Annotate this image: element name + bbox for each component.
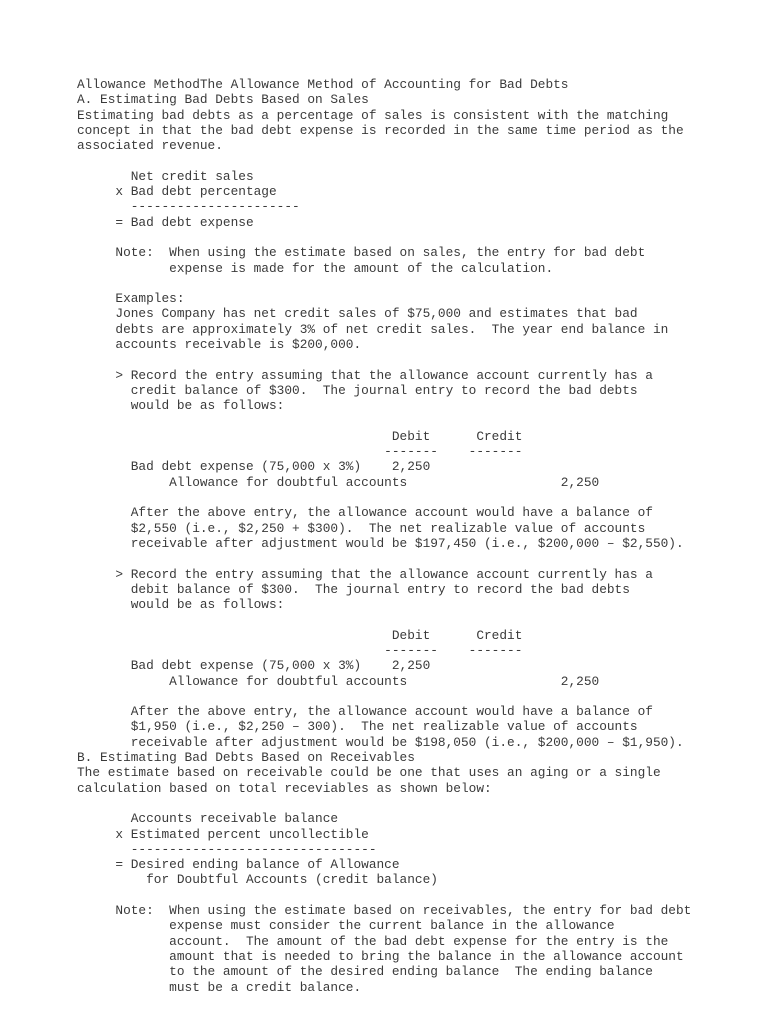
text-line: Note: When using the estimate based on sales, the entry for bad debt (77, 245, 646, 261)
text-line: ---------------------- (77, 199, 300, 215)
text-line (77, 551, 757, 566)
text-line: Note: When using the estimate based on receivables, the entry for bad debt (77, 903, 692, 919)
text-line: Accounts receivable balance (77, 811, 339, 827)
text-line: $1,950 (i.e., $2,250 – 300). The net realizable value of accounts (77, 719, 638, 735)
text-line: associated revenue. (77, 138, 223, 154)
text-line: After the above entry, the allowance account would have a balance of (77, 704, 653, 720)
text-line: > Record the entry assuming that the allowance account currently has a (77, 566, 653, 582)
text-line: account. The amount of the bad debt expense for the entry is the (77, 933, 669, 949)
text-line: Allowance MethodThe Allowance Method of Accounting for Bad Debts (77, 77, 569, 92)
text-line (77, 153, 757, 168)
text-line (77, 689, 757, 704)
text-line: concept in that the bad debt expense is recorded in the same time period as the (77, 122, 684, 138)
text-line: credit balance of $300. The journal entry to record the bad debts (77, 382, 638, 398)
text-line: Examples: (77, 291, 185, 307)
text-line: receivable after adjustment would be $198,050 (i.e., $200,000 – $1,950). (77, 734, 684, 750)
text-line: Allowance for doubtful accounts 2,250 (77, 673, 600, 689)
text-line: A. Estimating Bad Debts Based on Sales (77, 92, 369, 108)
text-line: Jones Company has net credit sales of $75,000 and estimates that bad (77, 306, 638, 322)
text-line: debts are approximately 3% of net credit sales. The year end balance in (77, 321, 669, 337)
text-line: After the above entry, the allowance account would have a balance of (77, 505, 653, 521)
text-line: x Estimated percent uncollectible (77, 826, 369, 842)
text-line (77, 352, 757, 367)
text-line: receivable after adjustment would be $197,450 (i.e., $200,000 – $2,550). (77, 535, 684, 551)
text-line: to the amount of the desired ending balance The ending balance (77, 964, 653, 980)
text-line: expense must consider the current balance in the allowance (77, 918, 615, 934)
text-line: calculation based on total receviables as shown below: (77, 780, 492, 796)
text-line: Estimating bad debts as a percentage of sales is consistent with the matching (77, 107, 669, 123)
text-line (77, 612, 757, 627)
text-line: amount that is needed to bring the balance in the allowance account (77, 948, 684, 964)
text-line: accounts receivable is $200,000. (77, 337, 362, 353)
text-line: Bad debt expense (75,000 x 3%) 2,250 (77, 459, 431, 475)
text-line: Allowance for doubtful accounts 2,250 (77, 474, 600, 490)
text-line: Debit Credit (77, 627, 523, 643)
text-line: for Doubtful Accounts (credit balance) (77, 872, 438, 888)
text-line (77, 888, 757, 903)
text-line: $2,550 (i.e., $2,250 + $300). The net realizable value of accounts (77, 520, 646, 536)
text-line: would be as follows: (77, 398, 285, 414)
document-body (77, 77, 757, 995)
text-line: would be as follows: (77, 597, 285, 613)
text-line: Bad debt expense (75,000 x 3%) 2,250 (77, 658, 431, 674)
text-line: debit balance of $300. The journal entry to record the bad debts (77, 581, 630, 597)
text-line: = Bad debt expense (77, 214, 254, 230)
text-line: = Desired ending balance of Allowance (77, 857, 400, 873)
text-line (77, 796, 757, 811)
text-line: Debit Credit (77, 428, 523, 444)
text-line: must be a credit balance. (77, 979, 362, 995)
text-line: The estimate based on receivable could be one that uses an aging or a single (77, 765, 661, 781)
text-line (77, 276, 757, 291)
text-line: Net credit sales (77, 168, 254, 184)
text-line: -------------------------------- (77, 841, 377, 857)
text-line: ------- ------- (77, 642, 523, 658)
text-line: B. Estimating Bad Debts Based on Receivables (77, 750, 415, 766)
text-line (77, 490, 757, 505)
text-line: expense is made for the amount of the calculation. (77, 260, 554, 276)
text-line (77, 414, 757, 429)
text-line: > Record the entry assuming that the allowance account currently has a (77, 367, 653, 383)
text-line: x Bad debt percentage (77, 184, 277, 200)
text-line (77, 230, 757, 245)
text-line: ------- ------- (77, 444, 523, 460)
